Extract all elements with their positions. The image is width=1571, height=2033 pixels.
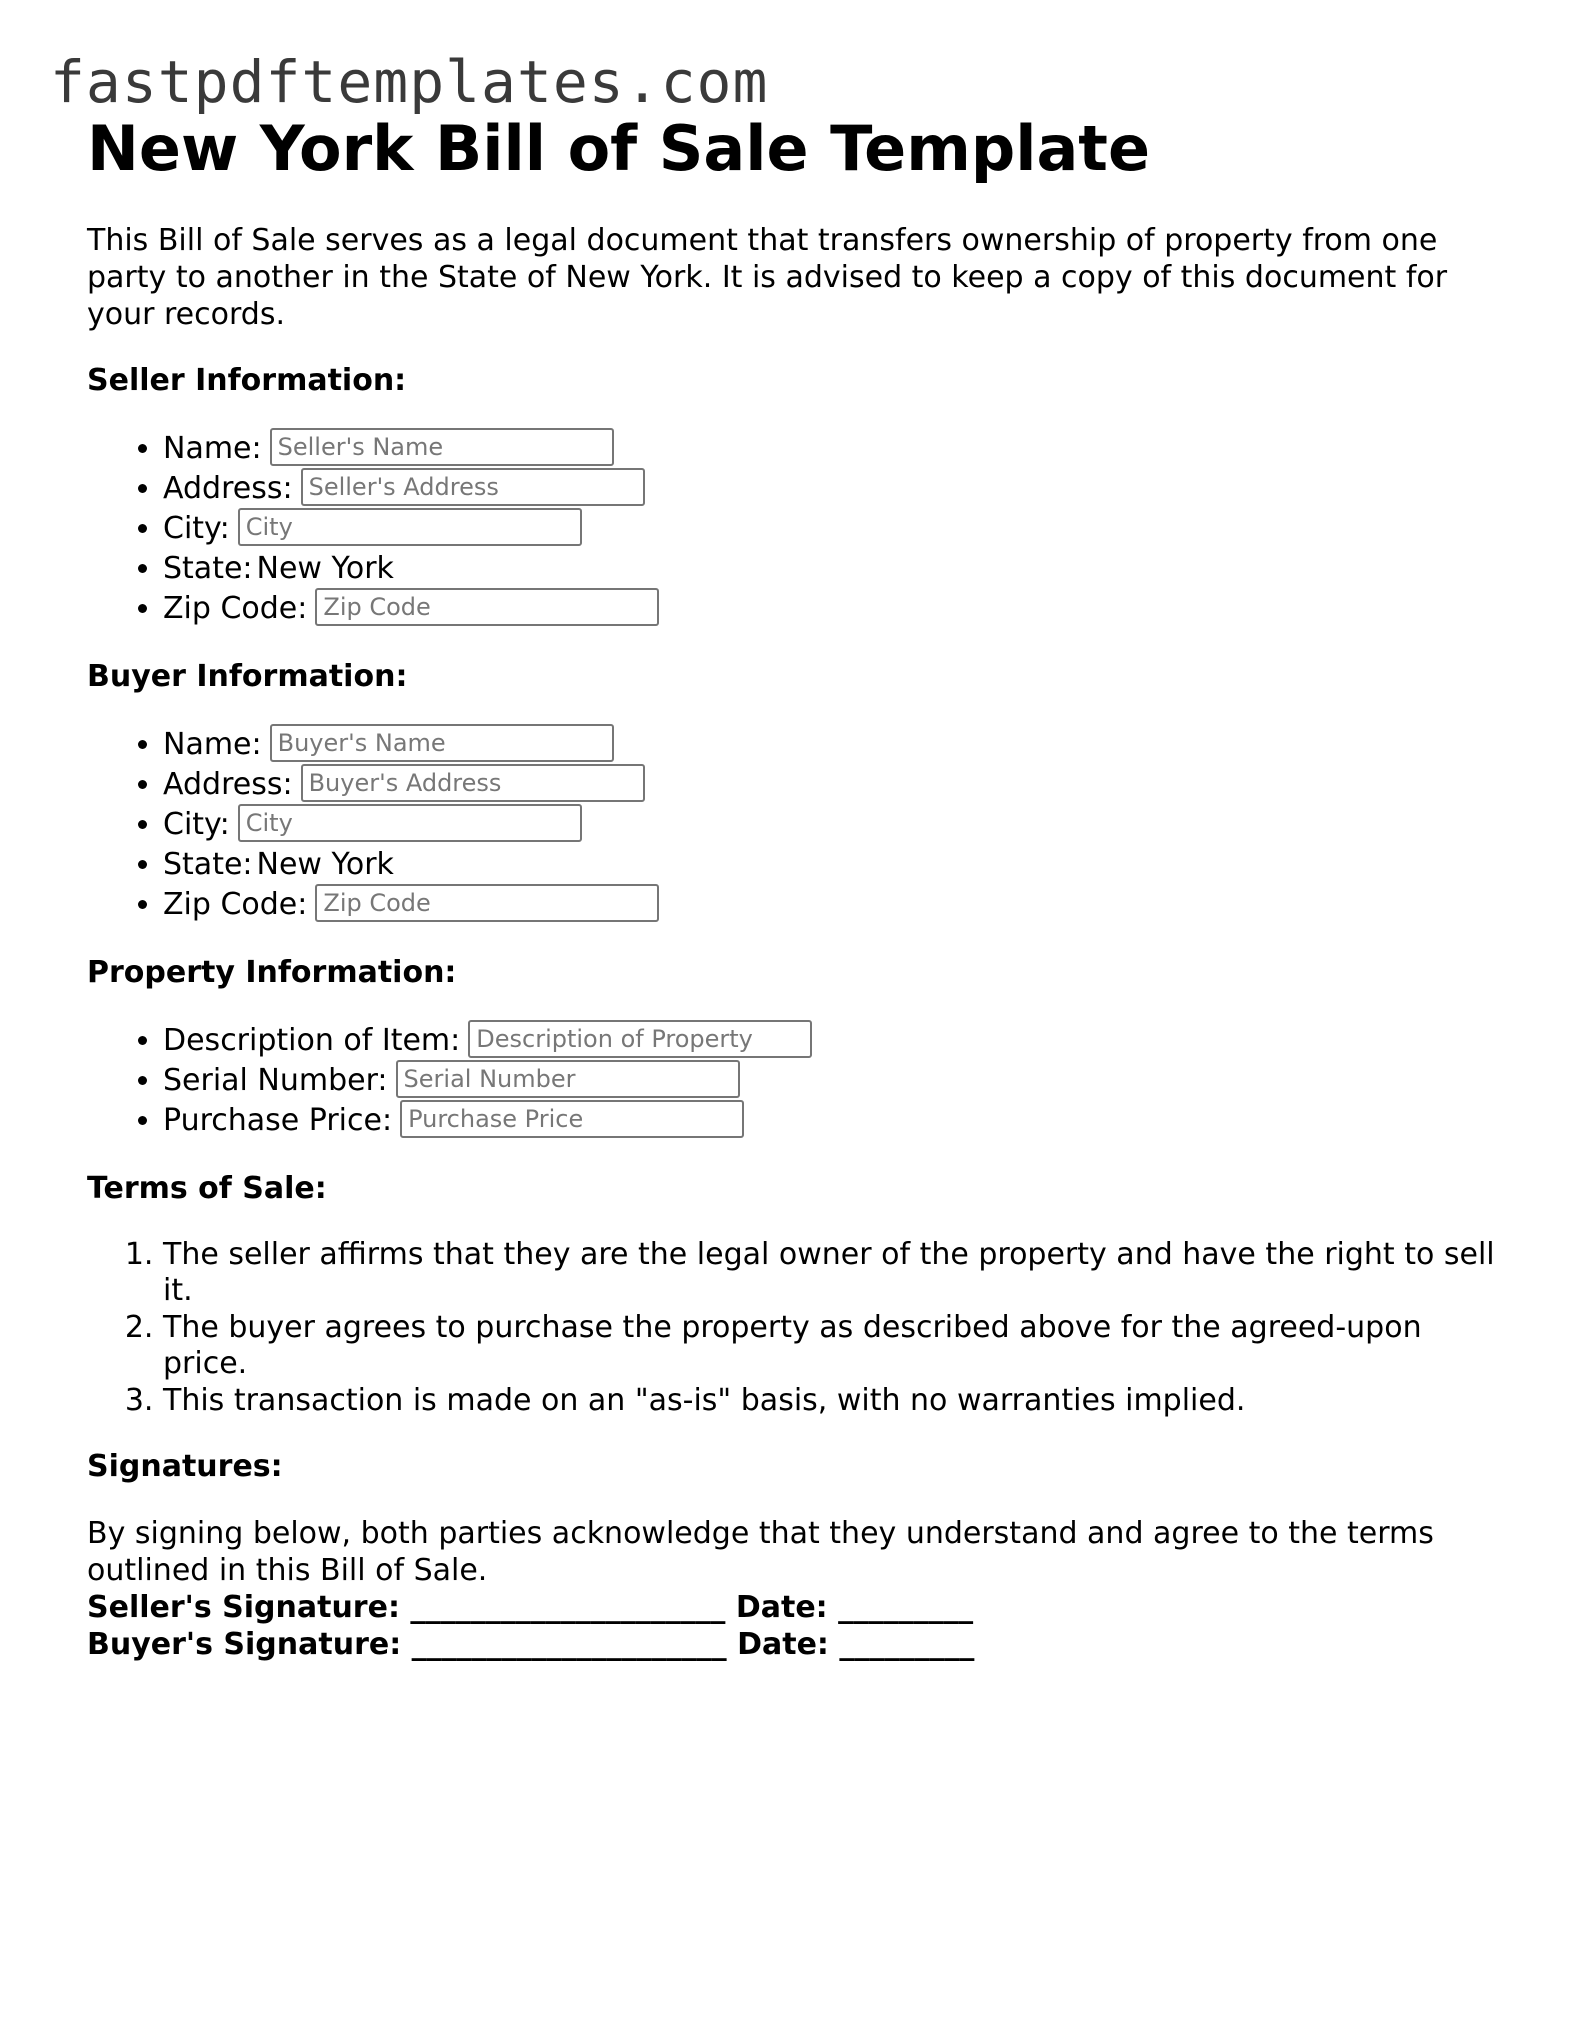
seller-address-label: Address: — [163, 471, 293, 506]
seller-fields — [87, 429, 1507, 629]
property-serial-input[interactable] — [396, 1060, 740, 1098]
terms-list — [87, 1237, 1507, 1419]
buyer-city-label: City: — [163, 807, 230, 842]
terms-item: 2. The buyer agrees to purchase the property as described above for the agreed-upon price. — [163, 1310, 1507, 1382]
buyer-address-item — [163, 765, 1507, 805]
buyer-name-input[interactable] — [270, 724, 614, 762]
property-description-item — [163, 1021, 1507, 1061]
buyer-state-value: New York — [256, 847, 394, 882]
seller-address-item — [163, 469, 1507, 509]
buyer-fields — [87, 725, 1507, 925]
seller-city-label: City: — [163, 511, 230, 546]
seller-name-label: Name: — [163, 431, 262, 466]
buyer-city-input[interactable] — [238, 804, 582, 842]
buyer-zip-label: Zip Code: — [163, 887, 308, 922]
seller-state-item — [163, 549, 1507, 589]
terms-heading: Terms of Sale: — [87, 1171, 327, 1206]
property-price-label: Purchase Price: — [163, 1103, 393, 1138]
signatures-heading: Signatures: — [87, 1449, 283, 1484]
seller-signature-line: Seller's Signature: _____________________ Date: _________ — [87, 1590, 974, 1625]
buyer-name-label: Name: — [163, 727, 262, 762]
seller-zip-input[interactable] — [315, 588, 659, 626]
document-body — [87, 110, 1507, 1663]
property-price-item — [163, 1101, 1507, 1141]
seller-name-item — [163, 429, 1507, 469]
seller-name-input[interactable] — [270, 428, 614, 466]
seller-city-input[interactable] — [238, 508, 582, 546]
property-serial-label: Serial Number: — [163, 1063, 388, 1098]
watermark: fastpdftemplates.com — [50, 48, 769, 116]
terms-item: 3. This transaction is made on an "as-is" basis, with no warranties implied. — [163, 1383, 1507, 1419]
signatures-acknowledgement: By signing below, both parties acknowledge that they understand and agree to the terms outlined in this Bill of Sale. — [87, 1516, 1434, 1588]
seller-city-item — [163, 509, 1507, 549]
buyer-signature-line: Buyer's Signature: _____________________ Date: _________ — [87, 1627, 975, 1662]
buyer-name-item — [163, 725, 1507, 765]
buyer-state-item — [163, 845, 1507, 885]
terms-item: 1. The seller affirms that they are the legal owner of the property and have the right to sell it. — [163, 1237, 1507, 1309]
seller-state-label: State: — [163, 551, 253, 586]
buyer-heading: Buyer Information: — [87, 659, 408, 694]
seller-zip-item — [163, 589, 1507, 629]
seller-address-input[interactable] — [301, 468, 645, 506]
seller-state-value: New York — [256, 551, 394, 586]
property-price-input[interactable] — [400, 1100, 744, 1138]
property-serial-item — [163, 1061, 1507, 1101]
seller-heading: Seller Information: — [87, 363, 407, 398]
property-fields — [87, 1021, 1507, 1141]
buyer-zip-item — [163, 885, 1507, 925]
buyer-state-label: State: — [163, 847, 253, 882]
intro-paragraph: This Bill of Sale serves as a legal document that transfers ownership of property from one party to another in the State of New York. It is advised to keep a copy of this document for your records. — [87, 223, 1448, 332]
page-title: New York Bill of Sale Template — [87, 112, 1150, 185]
buyer-address-input[interactable] — [301, 764, 645, 802]
seller-zip-label: Zip Code: — [163, 591, 308, 626]
buyer-city-item — [163, 805, 1507, 845]
buyer-address-label: Address: — [163, 767, 293, 802]
property-heading: Property Information: — [87, 955, 457, 990]
buyer-zip-input[interactable] — [315, 884, 659, 922]
property-description-label: Description of Item: — [163, 1023, 461, 1058]
property-description-input[interactable] — [468, 1020, 812, 1058]
